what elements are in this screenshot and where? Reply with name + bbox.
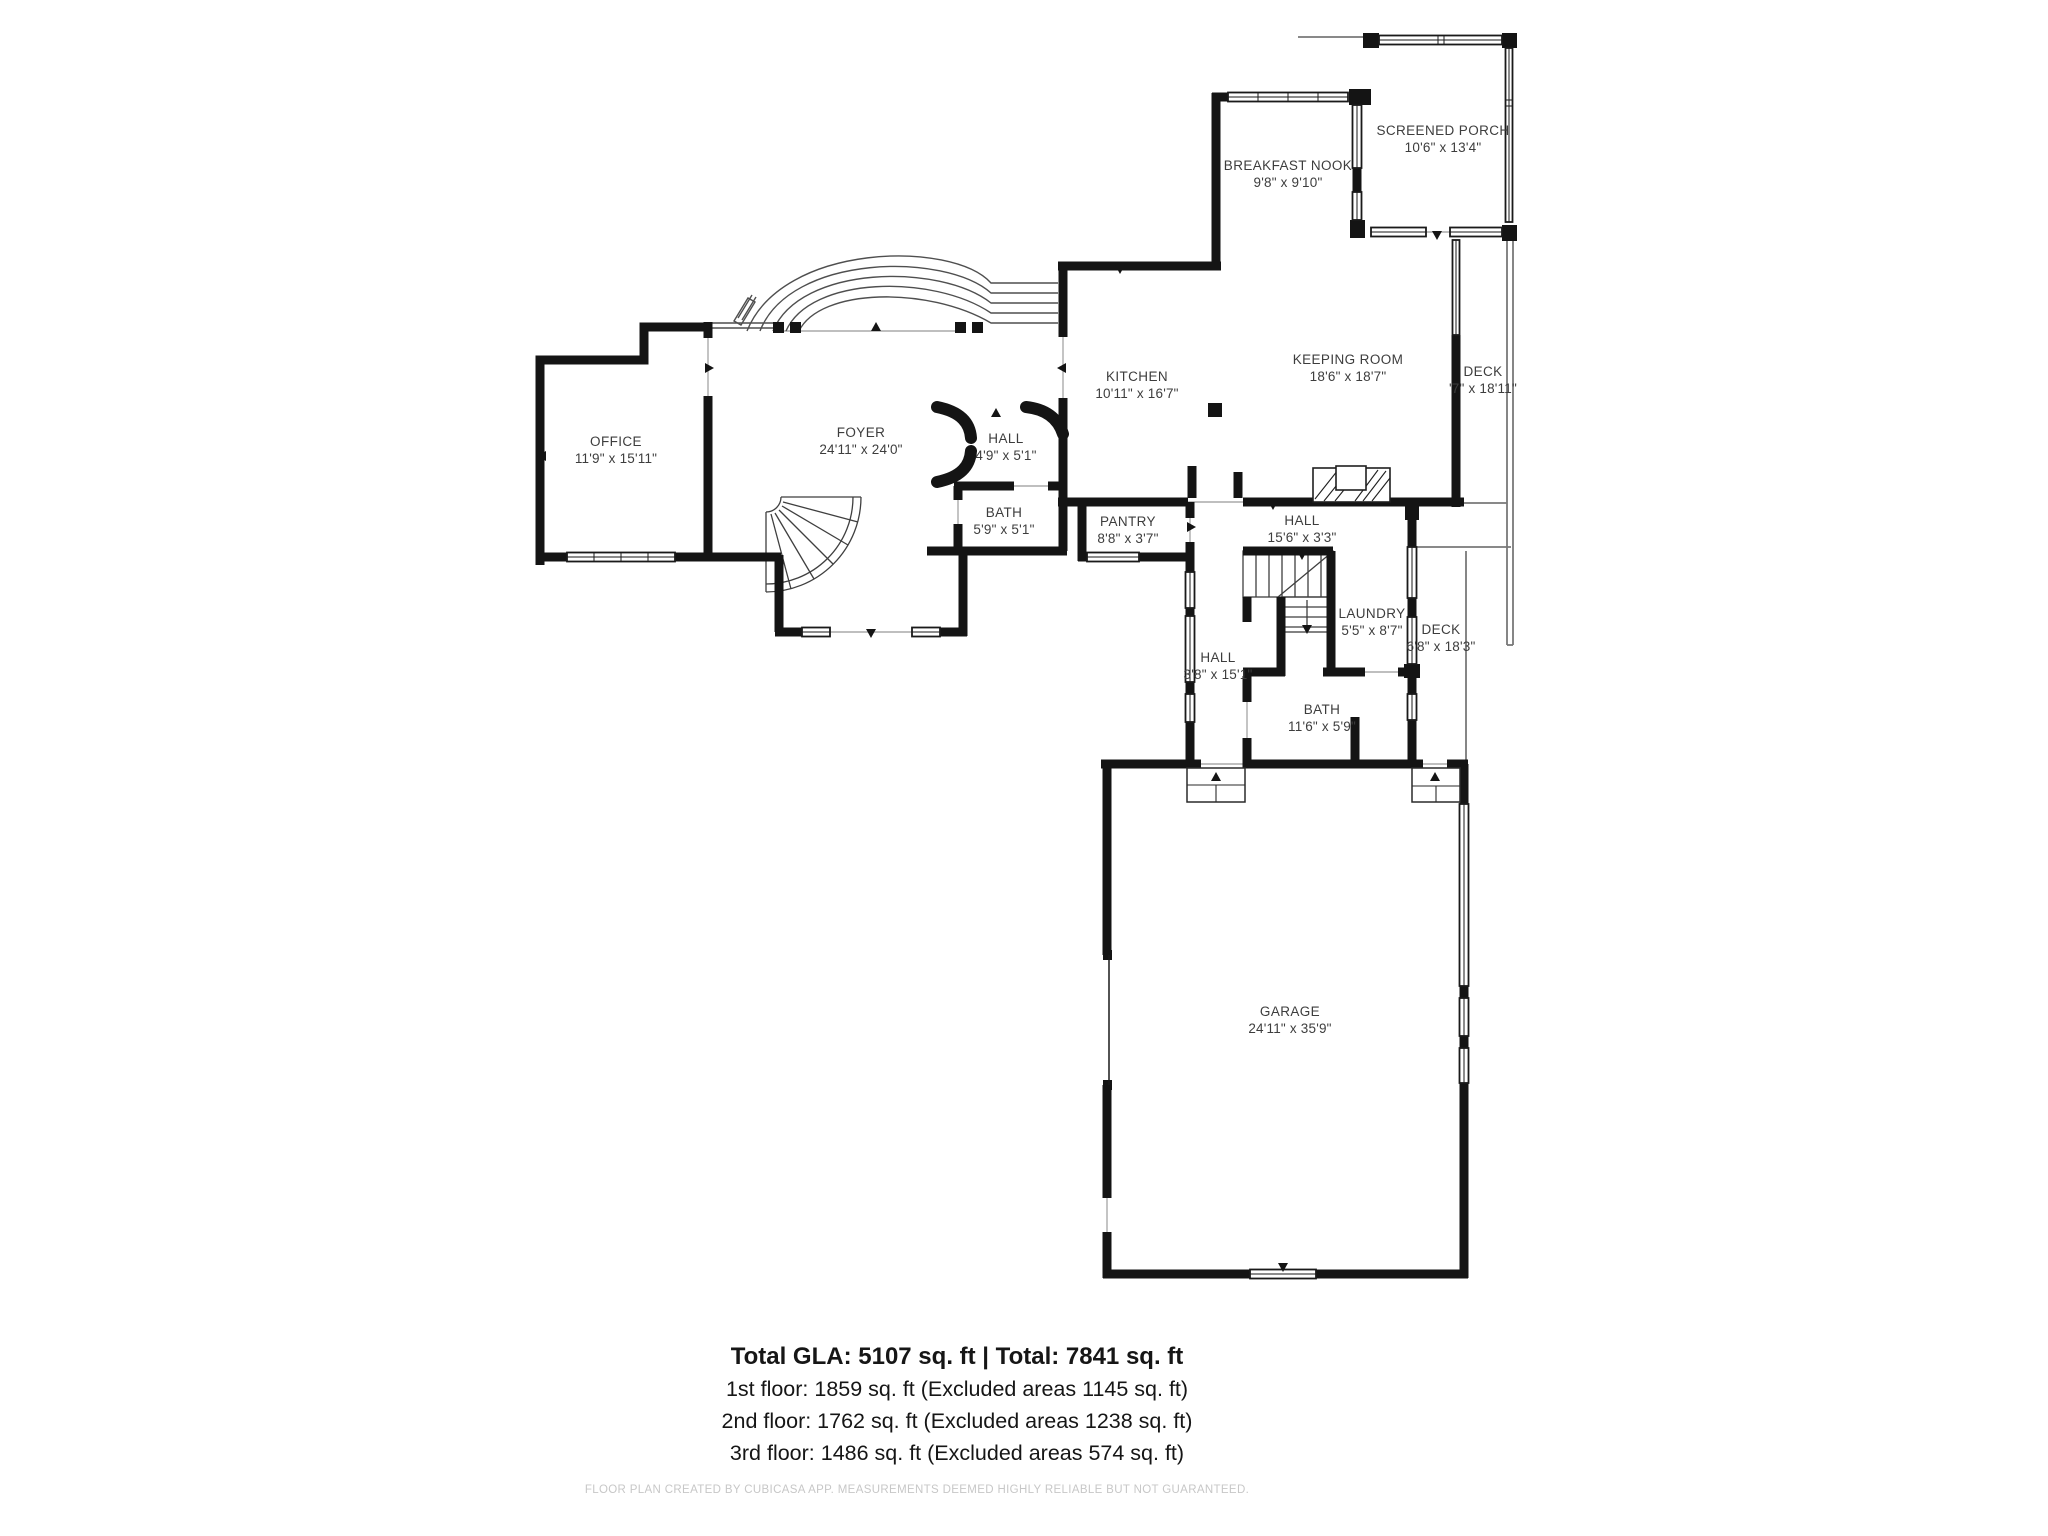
room-name: DECK (1421, 622, 1461, 637)
room-name: HALL (1200, 650, 1236, 665)
room-name: BATH (1303, 702, 1341, 717)
door-ticks-group (537, 231, 1442, 1272)
room-dims: '7" x 18'11" (1449, 381, 1517, 396)
room-dims: 15'6" x 3'3" (1267, 530, 1337, 545)
room-name: SCREENED PORCH (1376, 123, 1510, 138)
main-staircase (1243, 551, 1333, 632)
room-label-keeping-room (1293, 351, 1404, 385)
room-label-bath-lower (1288, 701, 1356, 735)
room-dims: 8'8" x 3'7" (1097, 531, 1159, 546)
third-floor-line: 3rd floor: 1486 sq. ft (Excluded areas 574 sq. ft) (729, 1441, 1185, 1465)
walls-group (540, 93, 1468, 1278)
room-dims: 11'9" x 15'11" (574, 451, 658, 466)
room-dims: 18'6" x 18'7" (1309, 369, 1387, 384)
room-label-garage (1248, 1003, 1331, 1037)
room-dims: 9'8" x 9'10" (1253, 175, 1323, 190)
room-name: OFFICE (590, 434, 642, 449)
room-label-foyer (819, 424, 902, 458)
room-name: DECK (1463, 364, 1503, 379)
room-name: BATH (985, 505, 1023, 520)
room-dims: 4'9" x 5'1" (975, 448, 1037, 463)
room-label-deck-upper (1449, 363, 1517, 397)
room-name: BREAKFAST NOOK (1223, 158, 1353, 173)
room-dims: 10'11" x 16'7" (1095, 386, 1179, 401)
stoops-group (1187, 768, 1460, 802)
room-label-breakfast-nook (1224, 157, 1352, 191)
windows-group (567, 36, 1513, 1279)
room-label-pantry (1097, 513, 1158, 547)
room-dims: 24'11" x 24'0" (819, 442, 903, 457)
disclaimer-text: FLOOR PLAN CREATED BY CUBICASA APP. MEASUREMENTS DEEMED HIGHLY RELIABLE BUT NOT GUARANTEED. (584, 1484, 1250, 1496)
room-name: HALL (988, 431, 1024, 446)
room-dims: 3'8" x 15'1" (1183, 667, 1253, 682)
room-dims: 5'5" x 8'7" (1341, 623, 1403, 638)
room-name: HALL (1284, 513, 1320, 528)
fireplace (1313, 466, 1390, 502)
room-label-office (575, 433, 657, 467)
room-label-kitchen (1095, 368, 1178, 402)
room-name: LAUNDRY (1338, 606, 1406, 621)
room-name: KITCHEN (1105, 369, 1169, 384)
room-label-bath-small (973, 504, 1034, 538)
area-summary (722, 1340, 1193, 1469)
room-label-hall-lower (1184, 649, 1253, 683)
room-dims: 6'8" x 18'3" (1406, 639, 1476, 654)
room-label-deck-lower (1407, 621, 1476, 655)
total-gla-line: Total GLA: 5107 sq. ft | Total: 7841 sq. ft (730, 1343, 1184, 1370)
room-name: GARAGE (1259, 1004, 1321, 1019)
room-label-hall-small (975, 430, 1036, 464)
room-name: FOYER (836, 425, 886, 440)
room-name: PANTRY (1100, 514, 1156, 529)
room-label-hall-long (1268, 512, 1337, 546)
room-dims: 10'6" x 13'4" (1404, 140, 1482, 155)
first-floor-line: 1st floor: 1859 sq. ft (Excluded areas 1145 sq. ft) (725, 1377, 1189, 1401)
room-name: KEEPING ROOM (1292, 352, 1404, 367)
room-dims: 11'6" x 5'9" (1288, 719, 1356, 734)
entry-steps (710, 256, 1058, 331)
room-label-laundry (1338, 605, 1405, 639)
second-floor-line: 2nd floor: 1762 sq. ft (Excluded areas 1238 sq. ft) (721, 1409, 1193, 1433)
room-dims: 24'11" x 35'9" (1248, 1021, 1332, 1036)
room-label-screened-porch (1376, 122, 1509, 156)
room-dims: 5'9" x 5'1" (973, 522, 1035, 537)
